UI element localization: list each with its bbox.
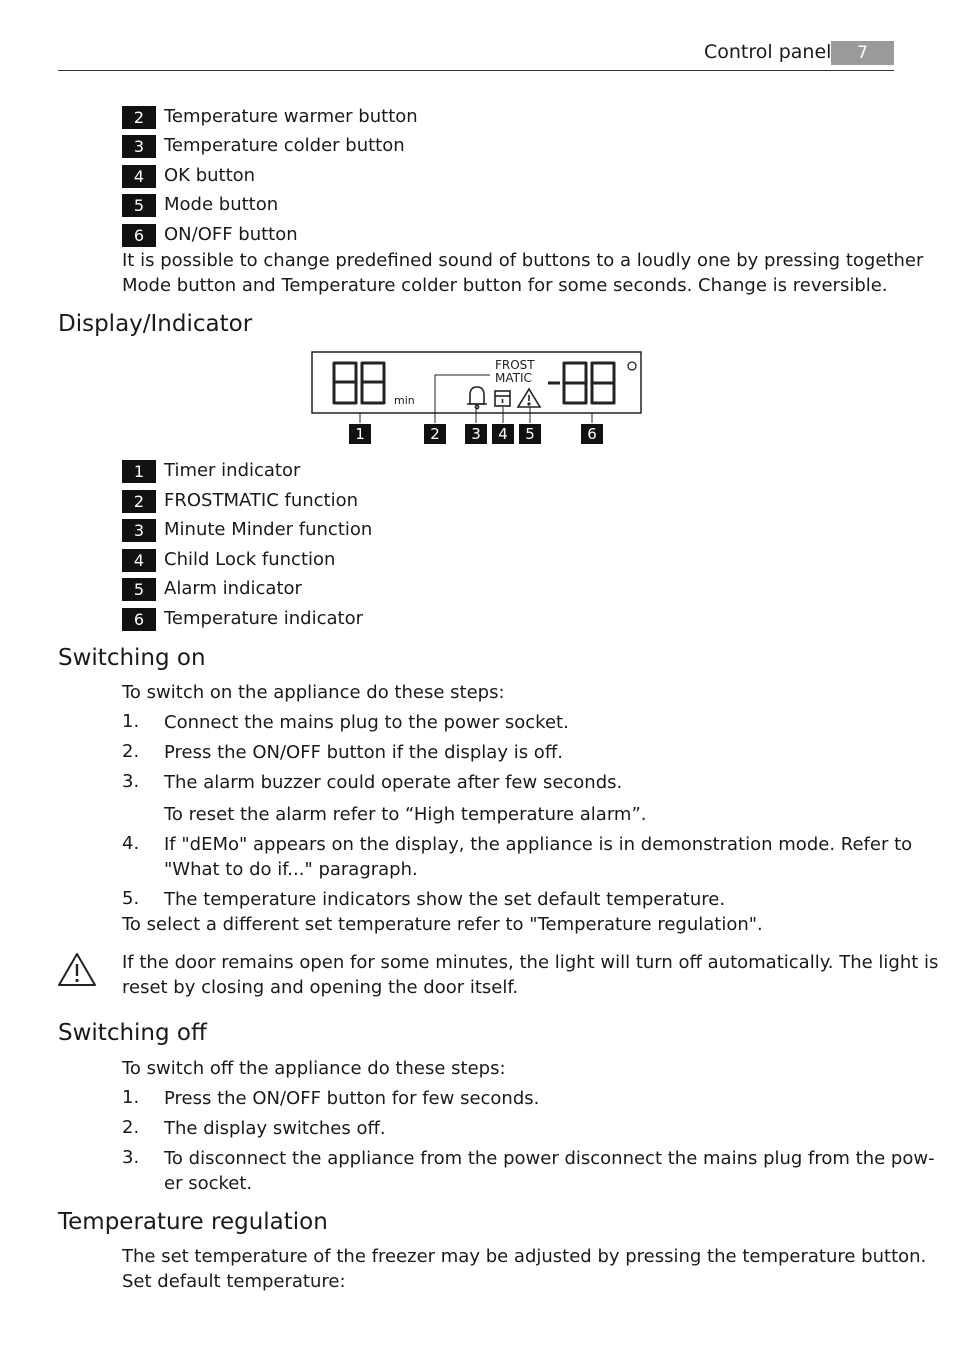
list-item: Mode button	[164, 194, 279, 215]
display-callout-badge: 4	[492, 424, 514, 444]
warning-icon	[57, 952, 97, 988]
section-heading-switching-off: Switching off	[58, 1020, 207, 1046]
switching-on-intro: To switch on the appliance do these steps:	[122, 682, 505, 703]
header-rule	[58, 70, 894, 71]
switching-off-intro: To switch off the appliance do these steps:	[122, 1058, 506, 1079]
step-text: Connect the mains plug to the power socket.	[164, 712, 569, 733]
running-header-title: Control panel	[704, 41, 832, 63]
list-badge: 4	[122, 165, 156, 188]
list-item: Temperature colder button	[164, 135, 405, 156]
list-item: FROSTMATIC function	[164, 490, 359, 511]
sound-note-line: It is possible to change predefined sound of buttons to a loudly one by pressing together	[122, 250, 924, 271]
list-item: Alarm indicator	[164, 578, 302, 599]
temp-reg-line: Set default temperature:	[122, 1271, 346, 1292]
step-text: er socket.	[164, 1173, 253, 1194]
display-callout-badge: 1	[349, 424, 371, 444]
door-warning-line: reset by closing and opening the door itself.	[122, 977, 519, 998]
switching-on-after: To select a different set temperature refer to "Temperature regulation".	[122, 914, 763, 935]
step-number: 2.	[122, 1117, 140, 1138]
section-heading-display: Display/Indicator	[58, 311, 253, 337]
list-badge: 5	[122, 194, 156, 217]
frost-label: FROST	[495, 358, 535, 372]
step-number: 2.	[122, 741, 140, 762]
list-badge: 4	[122, 549, 156, 572]
step-text: The display switches off.	[164, 1118, 386, 1139]
sound-note-line: Mode button and Temperature colder button for some seconds. Change is reversible.	[122, 275, 888, 296]
list-badge: 2	[122, 106, 156, 129]
step-text: Press the ON/OFF button if the display is off.	[164, 742, 563, 763]
display-callout-badge: 6	[581, 424, 603, 444]
step-number: 1.	[122, 711, 140, 732]
display-callout-badge: 2	[424, 424, 446, 444]
list-item: OK button	[164, 165, 256, 186]
list-badge: 1	[122, 460, 156, 483]
temp-reg-line: The set temperature of the freezer may be adjusted by pressing the temperature button.	[122, 1246, 927, 1267]
list-item: Temperature indicator	[164, 608, 363, 629]
list-badge: 5	[122, 578, 156, 601]
step-number: 5.	[122, 888, 140, 909]
list-item: Timer indicator	[164, 460, 301, 481]
list-item: Temperature warmer button	[164, 106, 418, 127]
section-heading-temperature-regulation: Temperature regulation	[58, 1209, 328, 1235]
list-badge: 6	[122, 608, 156, 631]
step-number: 4.	[122, 833, 140, 854]
step-text: To disconnect the appliance from the power disconnect the mains plug from the pow-	[164, 1148, 935, 1169]
step-text: The temperature indicators show the set default temperature.	[164, 889, 726, 910]
step-text: To reset the alarm refer to “High temperature alarm”.	[164, 804, 647, 825]
list-item: Minute Minder function	[164, 519, 373, 540]
step-text: If "dEMo" appears on the display, the appliance is in demonstration mode. Refer to	[164, 834, 913, 855]
step-text: Press the ON/OFF button for few seconds.	[164, 1088, 540, 1109]
list-item: Child Lock function	[164, 549, 336, 570]
step-number: 1.	[122, 1087, 140, 1108]
list-badge: 3	[122, 135, 156, 158]
display-callout-badge: 3	[465, 424, 487, 444]
matic-label: MATIC	[495, 371, 532, 385]
min-label: min	[394, 394, 415, 407]
step-text: The alarm buzzer could operate after few seconds.	[164, 772, 623, 793]
step-number: 3.	[122, 1147, 140, 1168]
section-heading-switching-on: Switching on	[58, 645, 206, 671]
step-number: 3.	[122, 771, 140, 792]
door-warning-line: If the door remains open for some minutes, the light will turn off automatically. The light is	[122, 952, 939, 973]
list-item: ON/OFF button	[164, 224, 298, 245]
page-number: 7	[857, 43, 868, 63]
step-text: "What to do if..." paragraph.	[164, 859, 418, 880]
list-badge: 2	[122, 490, 156, 513]
list-badge: 3	[122, 519, 156, 542]
display-callout-badge: 5	[519, 424, 541, 444]
list-badge: 6	[122, 224, 156, 247]
